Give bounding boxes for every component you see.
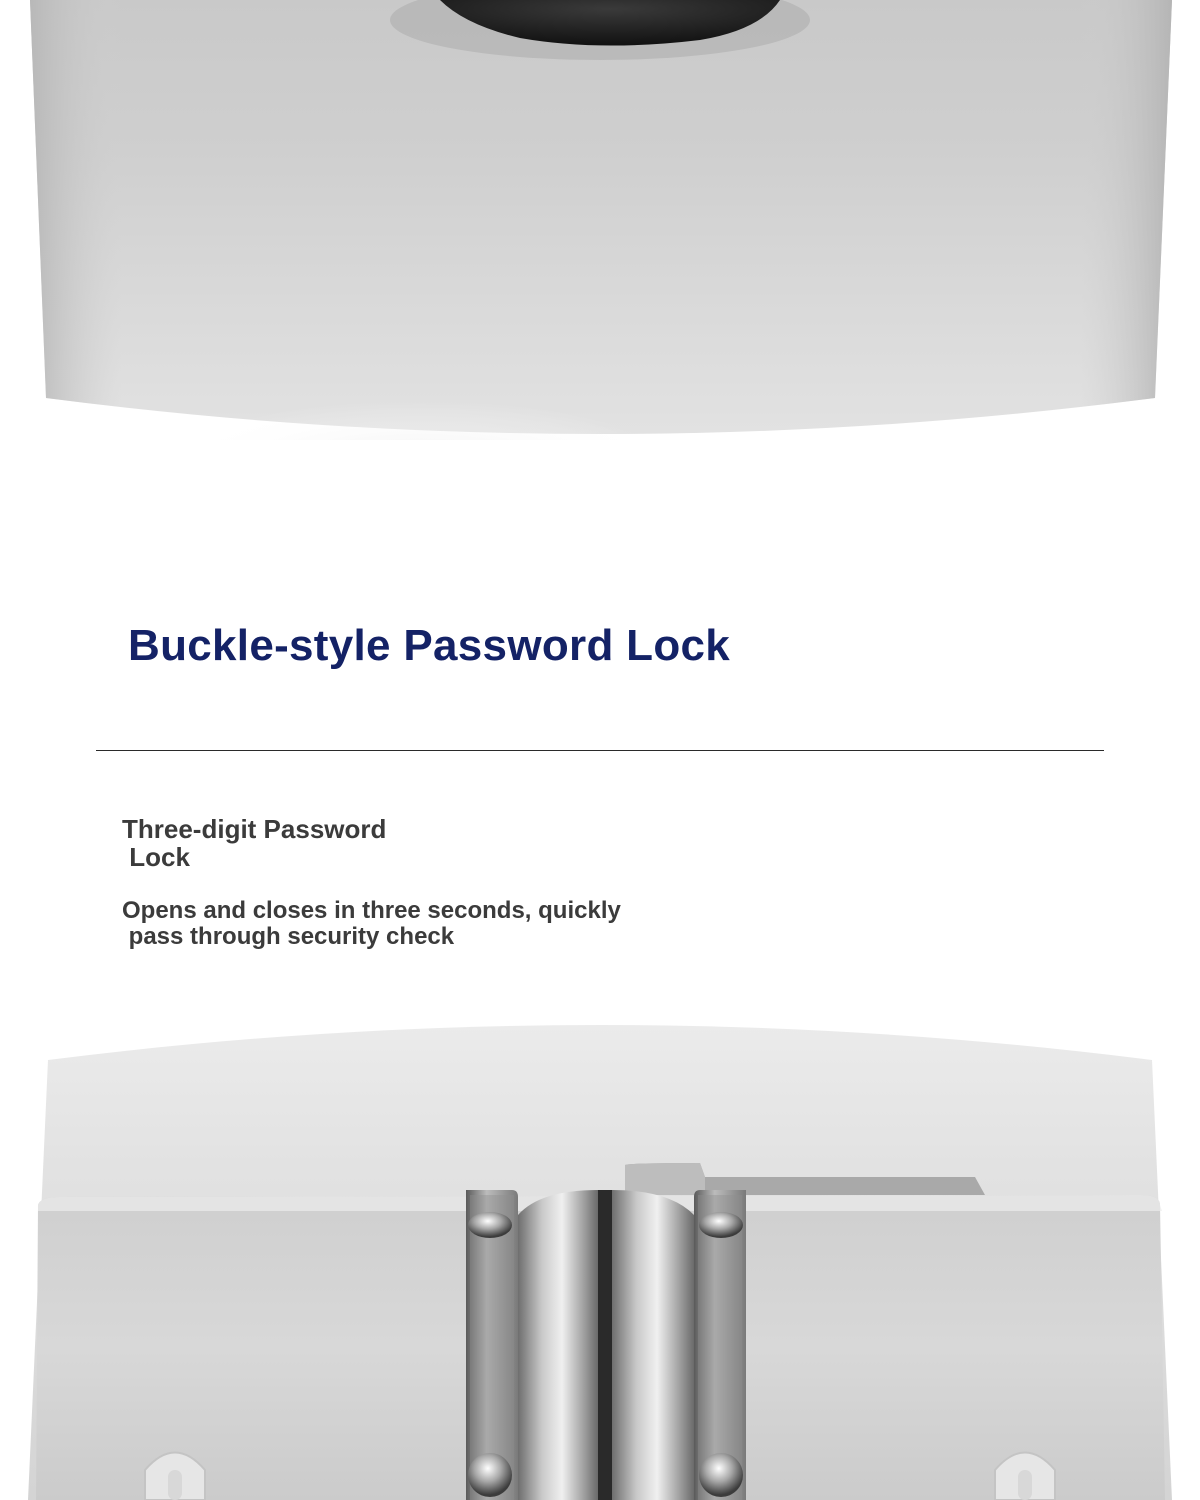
rivet-icon: [468, 1453, 512, 1497]
rivet-icon: [699, 1453, 743, 1497]
rivet-icon: [468, 1212, 512, 1238]
buckle-left: [518, 1190, 598, 1500]
feature-name: Three-digit Password Lock: [122, 814, 387, 872]
buckle-right: [612, 1190, 694, 1500]
rivet-icon: [699, 1212, 743, 1238]
suitcase-lock-image: [0, 1015, 1200, 1500]
feature-description: Opens and closes in three seconds, quickly pass through security check: [122, 897, 621, 950]
section-title: Buckle-style Password Lock: [128, 621, 731, 670]
section-divider: [96, 750, 1104, 751]
suitcase-wheel-image: [0, 0, 1200, 440]
